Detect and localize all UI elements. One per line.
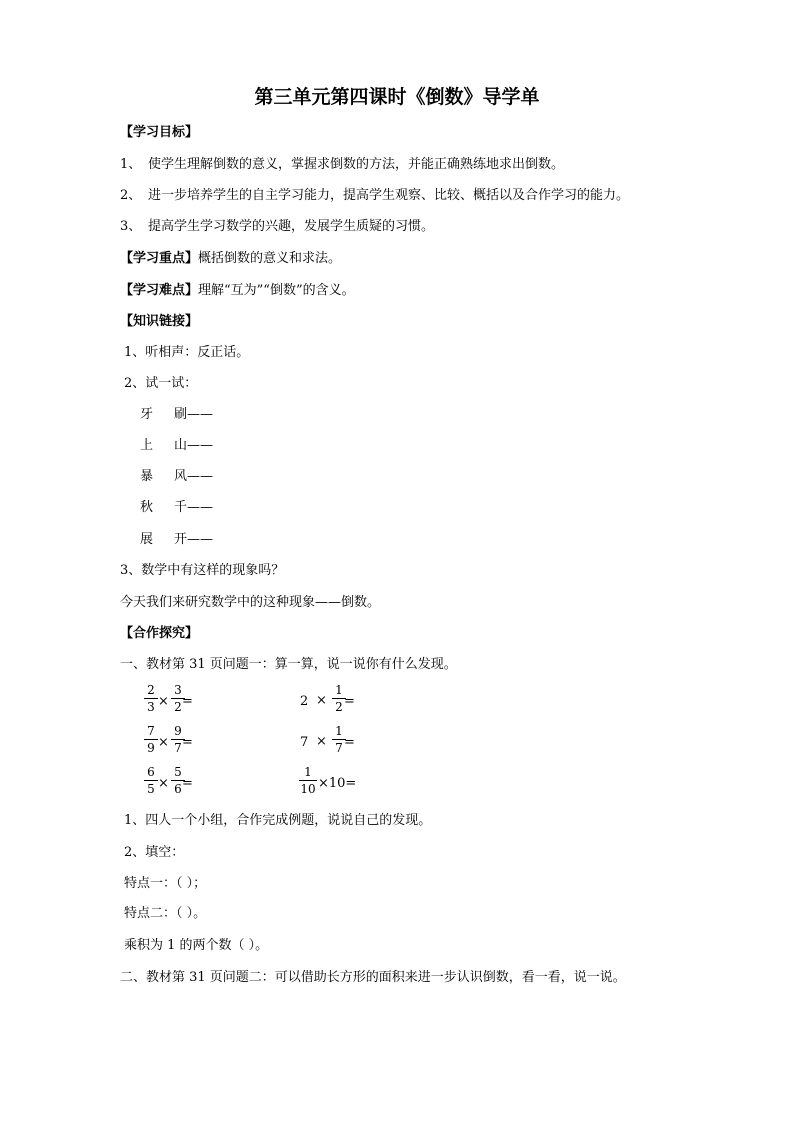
difficulty-line xyxy=(120,284,355,297)
multiply-sign: × xyxy=(158,735,169,750)
word-pair-5-b: 开—— xyxy=(174,532,214,547)
fraction: 5 6 xyxy=(171,766,185,795)
goal-item-2-num: 2、 xyxy=(120,188,142,203)
word-pair-3-b: 风—— xyxy=(174,469,214,484)
key-point-line xyxy=(120,252,341,265)
key-point-text: 概括倒数的意义和求法。 xyxy=(198,251,342,266)
goal-item-2-text: 进一步培养学生的自主学习能力，提高学生观察、比较、概括以及合作学习的能力。 xyxy=(148,188,630,203)
fill-blank-2: 特点二：（ ）。 xyxy=(124,906,207,921)
goal-item-1-num: 1、 xyxy=(120,157,142,172)
explore-question-2: 二、教材第 31 页问题二：可以借助长方形的面积来进一步认识倒数，看一看，说一说。 xyxy=(120,970,626,985)
knowledge-intro: 今天我们来研究数学中的这种现象——倒数。 xyxy=(120,595,381,610)
knowledge-item-2: 2、试一试： xyxy=(124,376,198,391)
word-pair-1-a: 牙 xyxy=(140,407,154,422)
word-pair-4-b: 千—— xyxy=(174,500,214,515)
difficulty-header: 【学习难点】 xyxy=(120,283,199,298)
word-pair-4-a: 秋 xyxy=(140,500,154,515)
equals-sign: = xyxy=(344,694,355,709)
fraction: 1 10 xyxy=(300,765,316,796)
equals-sign: = xyxy=(344,735,355,750)
fraction: 9 7 xyxy=(171,725,185,754)
page-title: 第三单元第四课时《倒数》导学单 xyxy=(254,86,540,108)
multiply-sign: × xyxy=(158,776,169,791)
equals-sign: = xyxy=(182,776,193,791)
fraction: 7 9 xyxy=(144,725,158,754)
goals-header: 【学习目标】 xyxy=(120,125,199,140)
multiply-sign: × xyxy=(158,694,169,709)
multiply-sign: × xyxy=(316,693,327,708)
difficulty-text: 理解“互为”“倒数”的含义。 xyxy=(198,283,355,298)
word-pair-1-b: 刷—— xyxy=(174,407,214,422)
goal-item-3-num: 3、 xyxy=(120,219,142,234)
explore-step-2: 2、填空： xyxy=(124,845,185,860)
explore-header: 【合作探究】 xyxy=(120,626,199,641)
expression-tail: ×10= xyxy=(318,776,357,791)
fraction: 1 7 xyxy=(332,725,346,754)
key-point-header: 【学习重点】 xyxy=(120,251,199,266)
explore-question-1: 一、教材第 31 页问题一：算一算，说一说你有什么发现。 xyxy=(120,657,457,672)
whole-number: 7 xyxy=(300,735,309,750)
equals-sign: = xyxy=(182,694,193,709)
goal-item-3-text: 提高学生学习数学的兴趣，发展学生质疑的习惯。 xyxy=(148,219,435,234)
explore-step-1: 1、四人一个小组，合作完成例题，说说自己的发现。 xyxy=(124,813,432,828)
fraction: 3 2 xyxy=(171,684,185,713)
fill-blank-3: 乘积为 1 的两个数（ ）。 xyxy=(124,938,269,953)
multiply-sign: × xyxy=(316,734,327,749)
knowledge-item-1: 1、听相声：反正话。 xyxy=(124,345,250,360)
fraction: 1 2 xyxy=(332,684,346,713)
word-pair-2-b: 山—— xyxy=(174,438,214,453)
whole-number: 2 xyxy=(300,694,309,709)
equals-sign: = xyxy=(182,735,193,750)
goal-item-1-text: 使学生理解倒数的意义，掌握求倒数的方法，并能正确熟练地求出倒数。 xyxy=(148,157,565,172)
knowledge-item-3: 3、数学中有这样的现象吗？ xyxy=(120,563,285,578)
word-pair-2-a: 上 xyxy=(140,438,154,453)
fraction: 2 3 xyxy=(144,684,158,713)
fill-blank-1: 特点一：（ ）； xyxy=(124,876,207,891)
word-pair-5-a: 展 xyxy=(140,532,154,547)
knowledge-header: 【知识链接】 xyxy=(120,314,199,329)
fraction: 6 5 xyxy=(144,766,158,795)
word-pair-3-a: 暴 xyxy=(140,469,154,484)
